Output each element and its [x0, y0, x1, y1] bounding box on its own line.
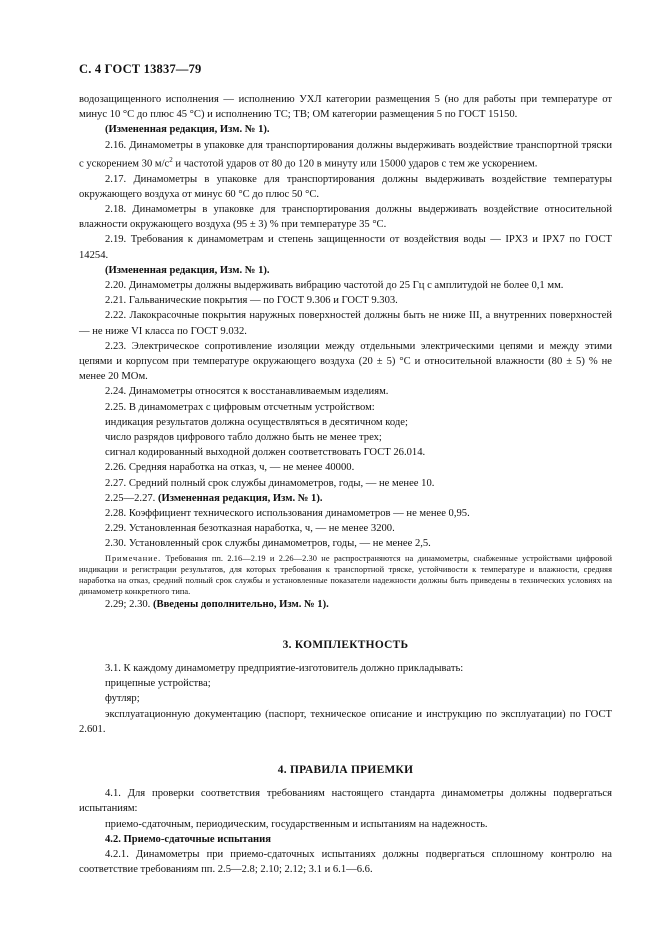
clause-4-1: 4.1. Для проверки соответствия требованиям настоящего стандарта динамометры должны подвергаться испытаниям:: [79, 788, 612, 815]
footnote-note: [79, 553, 612, 597]
clause-2-20: 2.20. Динамометры должны выдерживать вибрацию частотой до 25 Гц с амплитудой не более 0,1 мм.: [105, 279, 564, 291]
document-body: [79, 92, 612, 877]
clause-2-16: [79, 138, 612, 172]
list-item: число разрядов цифрового табло должно быть не менее трех;: [105, 432, 382, 443]
clause-2-24: 2.24. Динамометры относятся к восстанавливаемым изделиям.: [105, 386, 389, 398]
list-item: сигнал кодированный выходной должен соответствовать ГОСТ 26.014.: [105, 447, 426, 459]
clause-2-23: 2.23. Электрическое сопротивление изоляции между отдельными электрическими цепями и между этими цепями и корпусом при температуре окружающего воздуха (20 ± 5) °С и относительной влажности (80 ± 5) % не менее 20 МОм.: [79, 340, 612, 383]
amendment-note: (Измененная редакция, Изм. № 1).: [157, 492, 323, 504]
clause-2-21: 2.21. Гальванические покрытия — по ГОСТ 9.306 и ГОСТ 9.303.: [105, 295, 398, 307]
section-heading-3: 3. КОМПЛЕКТНОСТЬ: [282, 638, 409, 651]
amendment-note: (Измененная редакция, Изм. № 1).: [105, 124, 270, 136]
clause-2-18: 2.18. Динамометры в упаковке для транспортирования должны выдерживать воздействие относительной влажности окружающего воздуха (95 ± 3) % при температуре 35 °С.: [79, 203, 612, 231]
clause-2-28: 2.28. Коэффициент технического использования динамометров — не менее 0,95.: [105, 508, 470, 520]
amendment-note: (Измененная редакция, Изм. № 1).: [105, 264, 270, 276]
clause-2-29: 2.29. Установленная безотказная наработка, ч, — не менее 3200.: [105, 523, 395, 535]
section-heading-4: 4. ПРАВИЛА ПРИЕМКИ: [277, 764, 414, 777]
amendment-note: (Введены дополнительно, Изм. № 1).: [152, 598, 329, 610]
list-item: приемо-сдаточным, периодическим, государственным и испытаниям на надежность.: [105, 818, 488, 830]
note-label: Примечание.: [105, 553, 162, 563]
list-item: футляр;: [105, 693, 140, 705]
note-text: Требования пп. 2.16—2.19 и 2.26—2.30 не распространяются на динамометры, снабженные устройствами цифровой индикации и регистрации результатов, для которых требования к транспортной тряске, устойчивости к температуре и влажности, средняя наработка на отказ, средний полный срок службы и установленные показатели надежности должны быть приведены в технических условиях на динамометр конкретного типа.: [79, 553, 612, 596]
list-item: индикация результатов должна осуществляться в десятичном коде;: [105, 416, 408, 428]
clause-2-17: 2.17. Динамометры в упаковке для транспортирования должны выдерживать воздействие температуры окружающего воздуха от минус 60 °С до плюс 50 °С.: [79, 173, 612, 200]
clause-refs: 2.25—2.27.: [105, 492, 158, 504]
list-item: прицепные устройства;: [105, 678, 211, 690]
clause-refs: 2.29; 2.30.: [105, 598, 153, 610]
clause-2-19: 2.19. Требования к динамометрам и степень защищенности от воздействия воды — IPX3 и IPX7 по ГОСТ 14254.: [79, 234, 612, 261]
amendment-clauses-2-25-2-27: [79, 491, 612, 506]
clause-text: 2.16. Динамометры в упаковке для транспортирования должны выдерживать воздействие транспортной тряски с ускорением 30 м/с: [79, 139, 612, 170]
list-item: эксплуатационную документацию (паспорт, техническое описание и инструкцию по эксплуатации) по ГОСТ 2.601.: [79, 708, 612, 735]
clause-2-26: 2.26. Средняя наработка на отказ, ч, — не менее 40000.: [105, 462, 355, 474]
clause-3-1: 3.1. К каждому динамометру предприятие-изготовитель должно прикладывать:: [105, 663, 464, 675]
clause-2-22: 2.22. Лакокрасочные покрытия наружных поверхностей должны быть не ниже III, а внутренних поверхностей — не ниже VI класса по ГОСТ 9.032.: [79, 310, 612, 337]
subsection-heading-4-2: 4.2. Приемо-сдаточные испытания: [105, 833, 271, 845]
clause-text-cont: и частотой ударов от 80 до 120 в минуту или 15000 ударов с тем же ускорением.: [172, 158, 538, 170]
paragraph: водозащищенного исполнения — исполнению УХЛ категории размещения 5 (но для работы при температуре от минус 10 °С до плюс 45 °С) и исполнению ТС; ТВ; ОМ категории размещения 5 по ГОСТ 15150.: [79, 94, 612, 121]
clause-2-27: 2.27. Средний полный срок службы динамометров, годы, — не менее 10.: [105, 477, 435, 489]
amendment-clauses-2-29-2-30: [79, 597, 612, 612]
clause-4-2-1: 4.2.1. Динамометры при приемо-сдаточных испытаниях должны подвергаться сплошному контролю на соответствие требованиям пп. 2.5—2.8; 2.10; 2.12; 3.1 и 6.1—6.6.: [79, 849, 612, 876]
clause-2-30: 2.30. Установленный срок службы динамометров, годы, — не менее 2,5.: [105, 538, 431, 550]
page-header: С. 4 ГОСТ 13837—79: [79, 62, 202, 76]
superscript: 2: [169, 155, 173, 164]
clause-2-25: 2.25. В динамометрах с цифровым отсчетным устройством:: [105, 401, 375, 413]
